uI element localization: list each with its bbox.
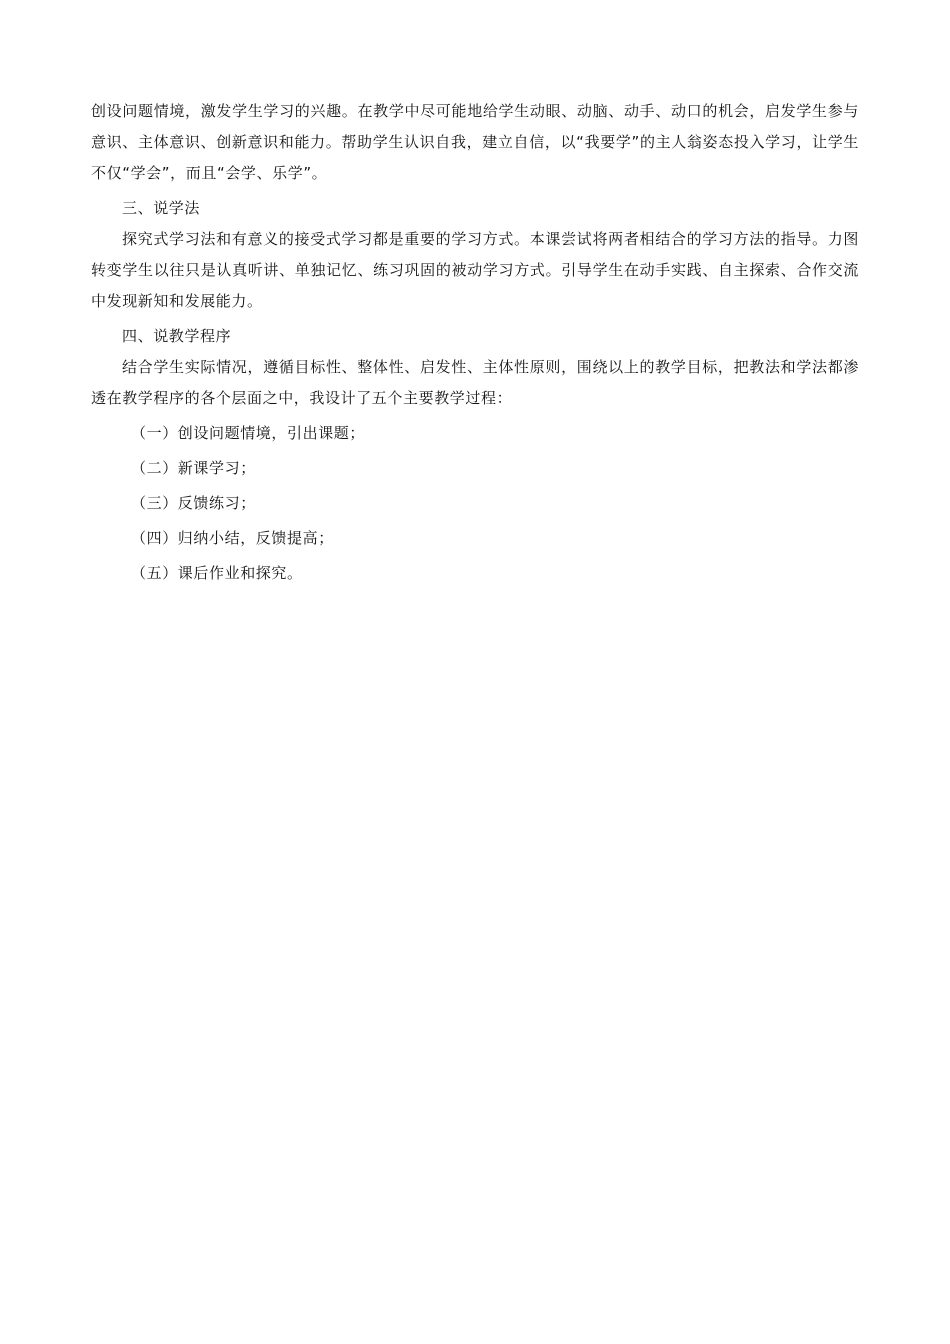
list-item: （四）归纳小结，反馈提高； <box>131 529 334 547</box>
paragraph-teaching-method-continued: 创设问题情境，激发学生学习的兴趣。在教学中尽可能地给学生动眼、动脑、动手、动口的机会，启发学生参与意识、主体意识、创新意识和能力。帮助学生认识自我，建立自信，以“我要学”的主人翁姿态投入学习，让学生不仅“学会”，而且“会学、乐学”。 <box>91 102 859 182</box>
paragraph-learning-method: 探究式学习法和有意义的接受式学习都是重要的学习方式。本课尝试将两者相结合的学习方法的指导。力图转变学生以往只是认真听讲、单独记忆、练习巩固的被动学习方式。引导学生在动手实践、自主探索、合作交流中发现新知和发展能力。 <box>91 230 859 310</box>
document-body <box>91 96 859 593</box>
teaching-steps-list <box>91 418 859 589</box>
paragraph-teaching-procedure: 结合学生实际情况，遵循目标性、整体性、启发性、主体性原则，围绕以上的教学目标，把教法和学法都渗透在教学程序的各个层面之中，我设计了五个主要教学过程： <box>91 358 859 407</box>
section-heading-learning-method: 三、说学法 <box>122 199 201 217</box>
list-item: （五）课后作业和探究。 <box>131 564 303 582</box>
list-item: （二）新课学习； <box>131 459 256 477</box>
list-item: （一）创设问题情境，引出课题； <box>131 424 366 442</box>
list-item: （三）反馈练习； <box>131 494 256 512</box>
section-heading-teaching-procedure: 四、说教学程序 <box>122 327 232 345</box>
